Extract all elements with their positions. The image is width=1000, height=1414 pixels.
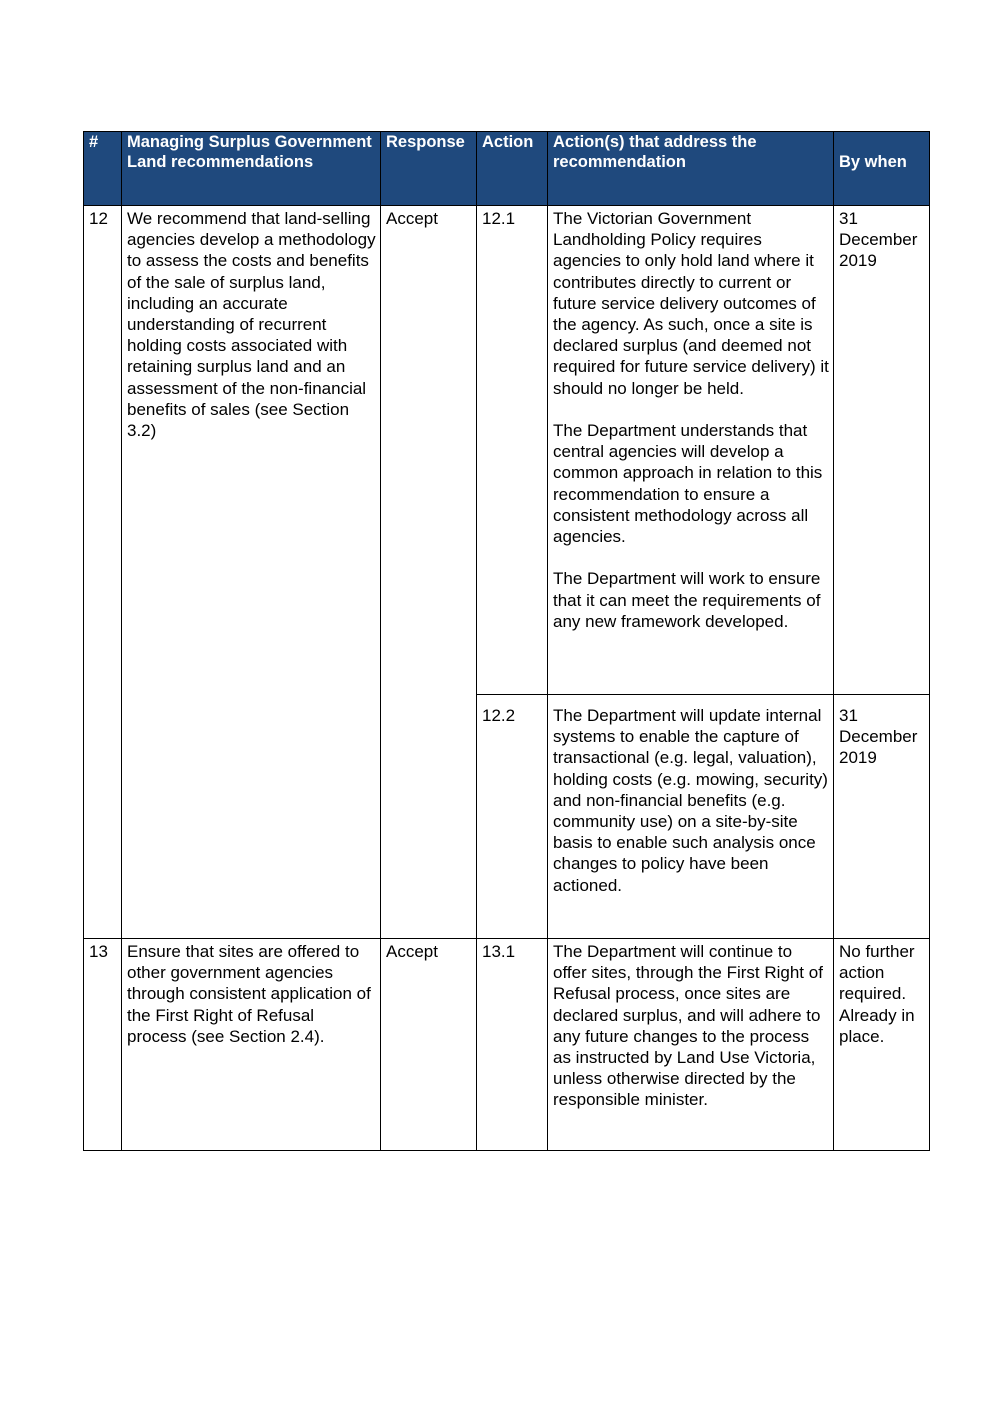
header-response: Response <box>381 132 477 206</box>
row-num: 13 <box>84 939 122 1151</box>
action-text <box>548 939 834 1151</box>
header-num: # <box>84 132 122 206</box>
action-paragraph: The Department will update internal systems to enable the capture of transactional (e.g. legal, valuation), holding costs (e.g. mowing, security) and non-financial benefits (e.g. community use) on a site-by-site basis to enable such analysis once changes to policy have been actioned. <box>553 706 828 895</box>
action-id: 13.1 <box>477 939 548 1151</box>
action-id: 12.2 <box>477 695 548 939</box>
response-value: Accept <box>381 939 477 1151</box>
action-paragraph: The Department will continue to offer sites, through the First Right of Refusal process, once sites are declared surplus, and will adhere to any future changes to the process as instructed by Land Use Victoria, unless otherwise directed by the responsible minister. <box>553 942 823 1110</box>
table-row <box>84 939 930 1151</box>
header-by-when <box>834 132 930 206</box>
by-when-value: 31 December 2019 <box>834 695 930 939</box>
header-actions-text: Action(s) that address the recommendation <box>548 132 834 206</box>
response-table <box>83 131 930 1151</box>
action-paragraph: The Department understands that central agencies will develop a common approach in relation to this recommendation to ensure a consistent methodology across all agencies. <box>553 421 823 547</box>
by-when-value: No further action required. Already in place. <box>834 939 930 1151</box>
header-action: Action <box>477 132 548 206</box>
action-text <box>548 695 834 939</box>
response-value: Accept <box>381 206 477 939</box>
recommendation-text: We recommend that land-selling agencies develop a methodology to assess the costs and benefits of the sale of surplus land, including an accurate understanding of recurrent holding costs associated with retaining surplus land and an assessment of the non-financial benefits of sales (see Section 3.2) <box>122 206 381 939</box>
recommendation-text: Ensure that sites are offered to other government agencies through consistent application of the First Right of Refusal process (see Section 2.4). <box>122 939 381 1151</box>
header-by-when-label: By when <box>839 152 907 171</box>
table-row <box>84 206 930 695</box>
action-paragraph: The Department will work to ensure that it can meet the requirements of any new framework developed. <box>553 569 821 631</box>
by-when-value: 31 December 2019 <box>834 206 930 695</box>
action-paragraph: The Victorian Government Landholding Policy requires agencies to only hold land where it contributes directly to current or future service delivery outcomes of the agency. As such, once a site is declared surplus (and deemed not required for future service delivery) it should no longer be held. <box>553 209 829 398</box>
action-text <box>548 206 834 695</box>
action-id: 12.1 <box>477 206 548 695</box>
row-num: 12 <box>84 206 122 939</box>
header-recommendation: Managing Surplus Government Land recommendations <box>122 132 381 206</box>
header-row <box>84 132 930 206</box>
